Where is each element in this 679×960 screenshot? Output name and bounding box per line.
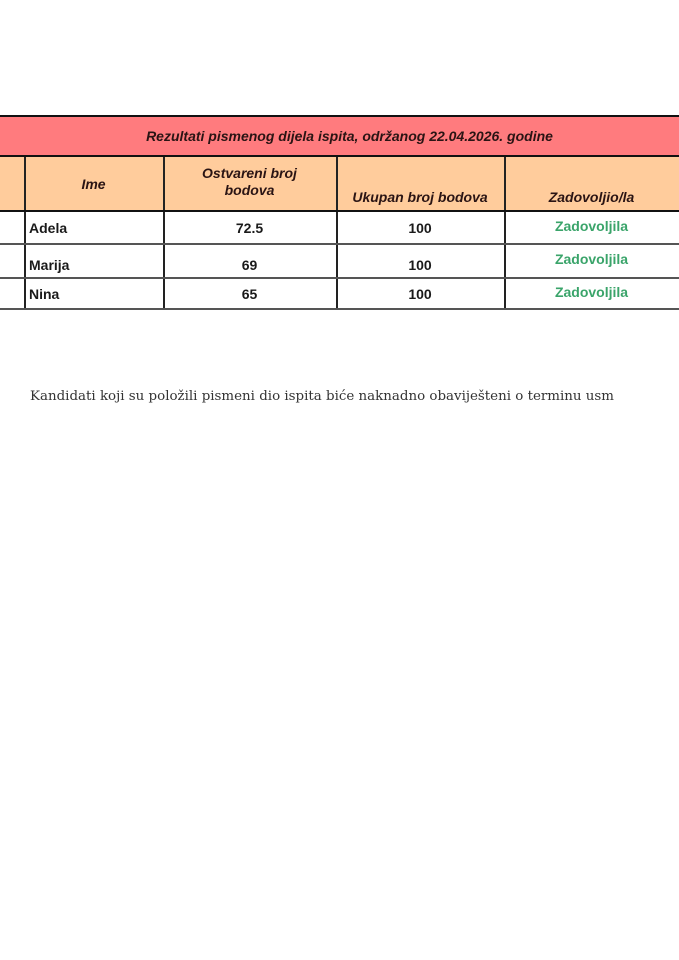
header-achieved-points-label: Ostvareni broj bodova — [202, 165, 297, 198]
row-result: Zadovoljila — [554, 218, 629, 234]
row-result: Zadovoljila — [554, 284, 629, 300]
row-achieved: 72.5 — [163, 212, 338, 243]
header-index — [0, 157, 26, 210]
row-total: 100 — [336, 212, 506, 243]
row-achieved: 65 — [163, 279, 338, 308]
notice-text: Kandidati koji su položili pismeni dio ispita biće naknadno obaviješteni o terminu usm — [30, 389, 614, 404]
row-name: Marija — [24, 245, 165, 277]
table-header-row — [0, 157, 679, 212]
table-row — [0, 245, 679, 279]
row-total: 100 — [336, 245, 506, 277]
row-result: Zadovoljila — [554, 251, 629, 267]
table-row — [0, 279, 679, 310]
table-title-row — [0, 115, 679, 157]
row-index — [0, 245, 26, 277]
row-index — [0, 212, 26, 243]
table-row — [0, 212, 679, 245]
table-title: Rezultati pismenog dijela ispita, održanog 22.04.2026. godine — [146, 128, 553, 144]
row-total: 100 — [336, 279, 506, 308]
header-total-points: Ukupan broj bodova — [336, 157, 506, 210]
header-result: Zadovoljio/la — [548, 189, 635, 205]
row-name: Adela — [24, 212, 165, 243]
row-achieved: 69 — [163, 245, 338, 277]
row-name: Nina — [24, 279, 165, 308]
header-name: Ime — [24, 157, 165, 210]
row-index — [0, 279, 26, 308]
header-achieved-points — [163, 157, 338, 210]
